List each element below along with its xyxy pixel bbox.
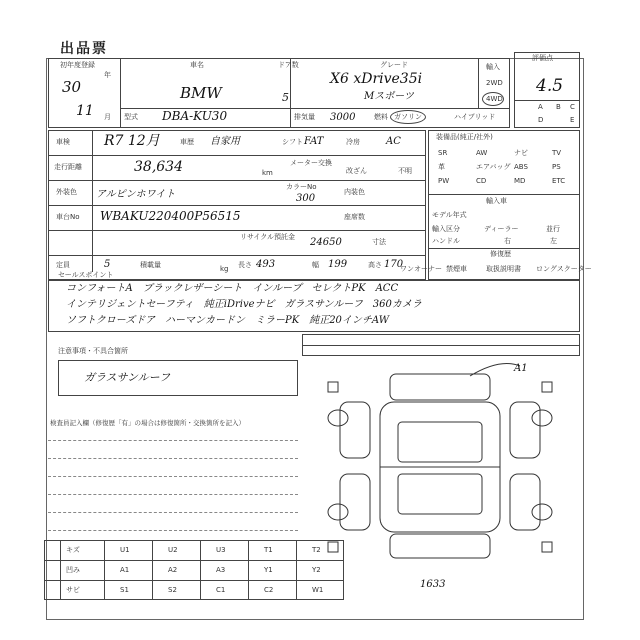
length-label: 長さ <box>238 261 252 269</box>
inspector-label: 検査員記入欄（修復歴「有」の場合は修復箇所・交換箇所を記入） <box>50 419 245 427</box>
footer-r2-c4: A3 <box>216 566 226 574</box>
grade-value: 4.5 <box>536 76 564 96</box>
fuel-hybrid: ハイブリッド <box>454 113 496 121</box>
equip-navi: ナビ <box>514 149 528 157</box>
model-value: DBA-KU30 <box>162 109 228 123</box>
footer-r1-c4: U3 <box>216 546 226 554</box>
capacity-value: 5 <box>104 259 111 270</box>
equipment-label: 装備品(純正/社外) <box>436 133 493 141</box>
diagram-bottom-number: 1633 <box>420 579 446 590</box>
color-value: アルピンホワイト <box>96 189 176 200</box>
history-non-smoking: 禁煙車 <box>446 265 467 273</box>
equip-ps: PS <box>552 163 561 171</box>
import-label: 輸入車 <box>486 197 507 205</box>
sheet-title: 出品票 <box>60 41 108 57</box>
equip-cd: CD <box>476 177 487 185</box>
parallel-label: 並行 <box>546 225 560 233</box>
footer-r1-c3: U2 <box>168 546 178 554</box>
equip-abs: ABS <box>514 163 528 171</box>
footer-r3-c5: C2 <box>264 586 274 594</box>
ac-value: AC <box>386 136 401 147</box>
interior-grade-a: A <box>538 103 543 111</box>
equip-leather: 革 <box>438 163 445 171</box>
equip-aw: AW <box>476 149 488 157</box>
ac-label: 冷房 <box>346 138 360 146</box>
year-unit: 年 <box>104 71 111 79</box>
history-label: 修復歴 <box>490 250 511 258</box>
history-long: ロングスクーター <box>536 265 592 273</box>
notes-label: 注意事項・不具合箇所 <box>58 347 128 355</box>
footer-r3-c3: S2 <box>168 586 177 594</box>
vin-label: 車台No <box>56 213 80 221</box>
load-unit: kg <box>220 265 229 273</box>
footer-r1-c6: T2 <box>312 546 321 554</box>
grade-text-value-2: Mスポーツ <box>364 91 414 102</box>
mileage-value: 38,634 <box>134 159 183 175</box>
sales-line-2: インテリジェントセーフティ 純正iDriveナビ ガラスサンルーフ 360カメラ <box>66 299 422 310</box>
width-label: 幅 <box>312 261 319 269</box>
doors-label: ドア数 <box>278 61 299 69</box>
width-value: 199 <box>328 259 348 270</box>
history-one-owner: ワンオーナー <box>400 265 442 273</box>
drive-circle <box>482 92 504 106</box>
seat-label: 座席数 <box>344 213 365 221</box>
footer-r3-c2: S1 <box>120 586 129 594</box>
drive-import: 輸入 <box>486 63 500 71</box>
mileage-label: 走行距離 <box>54 163 82 171</box>
sales-line-1: コンフォートA ブラックレザーシート インループ セレクトPK ACC <box>66 283 399 294</box>
displacement-value: 3000 <box>330 112 356 123</box>
equip-airbag: エアバッグ <box>476 163 511 171</box>
vin-value: WBAKU220400P56515 <box>100 209 241 223</box>
footer-code-table <box>44 540 344 600</box>
import-type-label: 輸入区分 <box>432 225 460 233</box>
grade-label: 評価点 <box>532 54 553 62</box>
shift-value: FAT <box>304 136 324 147</box>
length-value: 493 <box>256 259 276 270</box>
drive-2wd: 2WD <box>486 79 503 87</box>
mileage-note-replaced: メーター交換 <box>290 159 332 167</box>
month-unit: 月 <box>104 113 111 121</box>
footer-r3-c6: W1 <box>312 586 324 594</box>
notes-value: ガラスサンルーフ <box>84 371 171 384</box>
recycle-value: 24650 <box>310 237 342 248</box>
handle-label: ハンドル <box>432 237 460 245</box>
first-reg-label: 初年度登録 <box>60 61 95 69</box>
fuel-label: 燃料 <box>374 113 388 121</box>
height-label: 高さ <box>368 261 382 269</box>
history-manual: 取扱説明書 <box>486 265 521 273</box>
footer-r2-c6: Y2 <box>312 566 321 574</box>
equip-etc: ETC <box>552 177 566 185</box>
interior-color-label: 内装色 <box>344 188 365 196</box>
car-name-value: BMW <box>180 84 222 102</box>
footer-r2-c5: Y1 <box>264 566 273 574</box>
handle-right: 右 <box>504 237 511 245</box>
inspection-label: 車検 <box>56 138 70 146</box>
dims-label: 寸法 <box>372 238 386 246</box>
diagram-annotation: A1 <box>514 363 528 374</box>
color-no-label: カラーNo <box>286 183 317 191</box>
interior-grade-d: D <box>538 116 544 124</box>
equip-pw: PW <box>438 177 450 185</box>
exterior-label: 外装色 <box>56 188 77 196</box>
capacity-label: 定員 <box>56 261 70 269</box>
shift-label: シフト <box>282 138 303 146</box>
grade-text-label: グレード <box>380 61 408 69</box>
load-label: 積載量 <box>140 261 161 269</box>
grade-text-value: X6 xDrive35i <box>330 71 423 87</box>
footer-r2-c3: A2 <box>168 566 178 574</box>
footer-r3-c1: サビ <box>66 586 80 594</box>
doors-value: 5 <box>282 91 289 104</box>
footer-r2-c2: A1 <box>120 566 130 574</box>
footer-r3-c4: C1 <box>216 586 226 594</box>
sales-points-label: セールスポイント <box>58 271 114 279</box>
mileage-unit: km <box>262 169 273 177</box>
fuel-circle <box>390 110 426 124</box>
recycle-label: リサイクル預託金 <box>240 233 296 241</box>
equip-md: MD <box>514 177 526 185</box>
fuel-gasoline: ガソリン <box>394 113 422 121</box>
equip-sr: SR <box>438 149 448 157</box>
footer-r2-c1: 凹み <box>66 566 80 574</box>
usage-value: 自家用 <box>210 136 240 147</box>
interior-grade-e: E <box>570 116 575 124</box>
handle-left: 左 <box>550 237 557 245</box>
footer-r1-c1: キズ <box>66 546 80 554</box>
car-name-label: 車名 <box>190 61 204 69</box>
model-year-label: モデル年式 <box>432 211 467 219</box>
mileage-note-unknown: 不明 <box>398 167 412 175</box>
interior-grade-c: C <box>570 103 575 111</box>
height-value: 170 <box>384 259 404 270</box>
color-no-value: 300 <box>296 193 316 204</box>
equip-tv: TV <box>552 149 562 157</box>
car-diagram <box>320 362 560 572</box>
footer-r1-c2: U1 <box>120 546 130 554</box>
mileage-note-altered: 改ざん <box>346 167 367 175</box>
dealer-label: ディーラー <box>484 225 519 233</box>
model-label: 型式 <box>124 113 138 121</box>
footer-r1-c5: T1 <box>264 546 273 554</box>
interior-grade-b: B <box>556 103 561 111</box>
drive-4wd: 4WD <box>486 95 503 103</box>
month-value: 11 <box>76 103 94 119</box>
year-value: 30 <box>62 78 82 96</box>
sales-line-3: ソフトクローズドア ハーマンカードン ミラーPK 純正20インチAW <box>66 315 390 326</box>
displacement-label: 排気量 <box>294 113 315 121</box>
usage-label: 車歴 <box>180 138 194 146</box>
inspection-value: R7 12月 <box>104 133 160 149</box>
